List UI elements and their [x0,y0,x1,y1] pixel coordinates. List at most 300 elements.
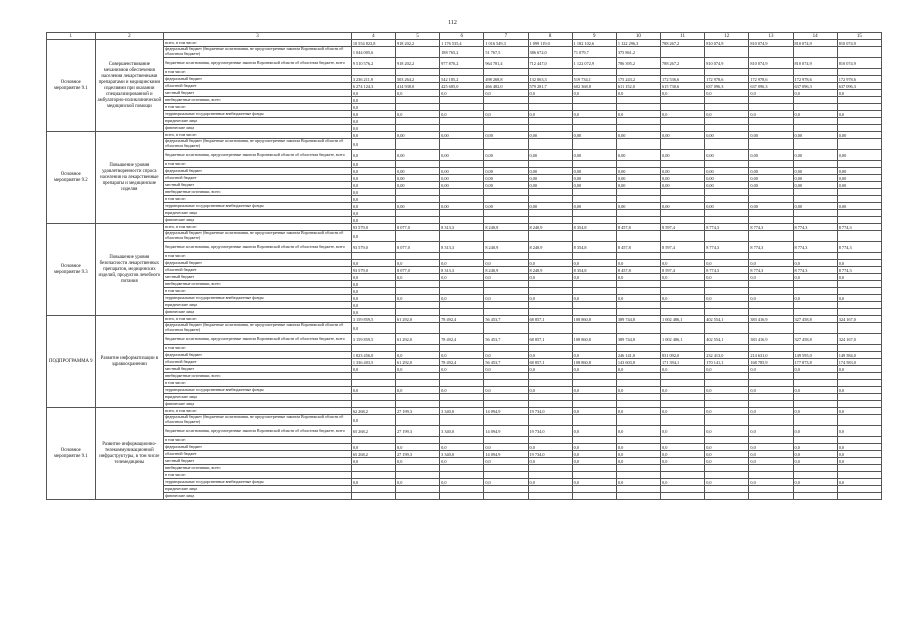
value-cell [705,139,749,150]
value-cell: 0,0 [616,274,660,281]
value-cell [484,97,528,104]
value-cell: 0,0 [484,387,528,394]
value-cell: 0,0 [351,281,395,288]
value-cell [705,380,749,387]
value-cell: 0,0 [572,451,616,458]
value-cell [837,217,881,224]
value-cell: 637 096,3 [793,83,837,90]
value-cell [528,493,572,500]
value-cell [616,472,660,479]
value-cell [793,189,837,196]
value-cell [395,125,439,132]
value-cell: 8 354,8 [572,224,616,231]
value-cell [793,196,837,203]
value-cell [572,125,616,132]
value-cell [749,118,793,125]
value-cell: 0,0 [793,458,837,465]
value-cell [528,472,572,479]
value-cell: 0,0 [837,387,881,394]
value-cell: 0,00 [616,168,660,175]
value-cell [528,217,572,224]
value-cell [484,415,528,426]
value-cell: 402 554,1 [705,316,749,323]
table-row [47,260,882,267]
value-cell [395,97,439,104]
value-cell [616,118,660,125]
value-cell [749,472,793,479]
value-cell [616,217,660,224]
value-cell: 51 767,5 [484,47,528,58]
value-cell: 0,0 [351,97,395,104]
value-cell [395,323,439,334]
value-cell [616,345,660,352]
value-cell: 8 774,3 [793,267,837,274]
value-cell: 62 268,2 [351,408,395,415]
value-cell: 0,0 [793,274,837,281]
table-row [47,479,882,486]
value-cell: 0,0 [705,387,749,394]
value-cell [793,139,837,150]
value-cell: 56 453,7 [484,334,528,345]
value-cell [572,309,616,316]
value-cell [837,125,881,132]
value-cell: 0,00 [749,150,793,161]
value-cell [793,161,837,168]
table-row [47,274,882,281]
value-cell [793,309,837,316]
value-cell [528,302,572,309]
value-cell [793,288,837,295]
value-cell: 149 584,0 [837,352,881,359]
value-cell: 0,0 [705,260,749,267]
value-cell: 0,0 [749,426,793,437]
column-number-cell: 12 [705,33,749,40]
value-cell: 0,0 [484,274,528,281]
value-cell: 143 603,8 [616,359,660,366]
funding-source-cell: в том числе: [164,288,352,295]
value-cell [484,373,528,380]
value-cell: 8 240,9 [484,242,528,253]
value-cell: 0,0 [484,444,528,451]
value-cell [528,97,572,104]
table-row [47,58,882,69]
value-cell [616,281,660,288]
value-cell: 0,00 [572,132,616,139]
table-row [47,47,882,58]
funding-source-cell: территориальные государственные внебюджетные фонды [164,387,352,394]
value-cell [837,161,881,168]
value-cell: 0,0 [351,210,395,217]
value-cell [484,217,528,224]
value-cell: 0,0 [351,104,395,111]
value-cell [705,288,749,295]
value-cell: 0,0 [793,111,837,118]
value-cell: 0,0 [837,426,881,437]
value-cell [749,380,793,387]
value-cell: 0,00 [528,150,572,161]
value-cell: 214 631,0 [749,352,793,359]
funding-source-cell: внебюджетные источники, всего [164,373,352,380]
column-number-cell: 9 [572,33,616,40]
value-cell [793,415,837,426]
value-cell [837,288,881,295]
value-cell: 0,0 [440,90,484,97]
value-cell: 0,0 [395,260,439,267]
value-cell: 0,0 [705,479,749,486]
value-cell [351,465,395,472]
value-cell: 0,0 [528,274,572,281]
value-cell [705,104,749,111]
value-cell [793,493,837,500]
value-cell [395,472,439,479]
value-cell: 0,0 [395,352,439,359]
value-cell: 0,00 [661,168,705,175]
value-cell [749,231,793,242]
value-cell [395,104,439,111]
value-cell [440,139,484,150]
funding-source-cell: федеральный бюджет (бюджетные ассигнования, не предусмотренные законом Воронежской области об областном бюджете) [164,139,352,150]
value-cell: 425 685,0 [440,83,484,90]
table-row [47,132,882,139]
value-cell [837,69,881,76]
funding-source-cell: физические лица [164,401,352,408]
value-cell [661,493,705,500]
value-cell: 0,0 [572,444,616,451]
value-cell [528,415,572,426]
value-cell: 0,00 [793,175,837,182]
value-cell [749,217,793,224]
value-cell [351,380,395,387]
value-cell [616,437,660,444]
value-cell [705,401,749,408]
value-cell [395,47,439,58]
value-cell [616,323,660,334]
value-cell: 0,0 [484,260,528,267]
column-number-cell: 8 [528,33,572,40]
value-cell: 0,0 [395,295,439,302]
value-cell: 8 457,8 [616,267,660,274]
value-cell [395,189,439,196]
value-cell: 132 063,3 [528,76,572,83]
table-row [47,231,882,242]
funding-source-cell: физические лица [164,125,352,132]
value-cell [528,394,572,401]
value-cell: 0,0 [661,274,705,281]
value-cell: 0,00 [616,175,660,182]
value-cell: 0,0 [572,274,616,281]
funding-source-cell: юридические лица [164,118,352,125]
value-cell [661,380,705,387]
value-cell: 0,0 [440,458,484,465]
value-cell [572,380,616,387]
funding-source-cell: бюджетные ассигнования, предусмотренные законом Воронежской области об областном бюджете, всего [164,58,352,69]
funding-source-cell: федеральный бюджет (бюджетные ассигнования, не предусмотренные законом Воронежской области об областном бюджете) [164,323,352,334]
value-cell [440,472,484,479]
program-name-cell: Развитие информационно-телекоммуникационной инфраструктуры, в том числе телемедицины [95,408,163,500]
value-cell: 0,0 [837,90,881,97]
funding-source-cell: местный бюджет [164,182,352,189]
value-cell [395,69,439,76]
value-cell: 0,0 [837,295,881,302]
value-cell [484,380,528,387]
value-cell: 0,0 [528,458,572,465]
value-cell: 0,0 [351,295,395,302]
table-row [47,182,882,189]
value-cell [661,323,705,334]
value-cell [793,486,837,493]
value-cell [528,373,572,380]
value-cell [837,415,881,426]
value-cell [661,345,705,352]
value-cell [705,394,749,401]
value-cell: 0,0 [616,479,660,486]
column-number-cell: 15 [837,33,881,40]
value-cell [395,302,439,309]
value-cell: 0,0 [616,111,660,118]
table-row [47,451,882,458]
value-cell [837,309,881,316]
value-cell [528,380,572,387]
value-cell [395,210,439,217]
value-cell: 0,0 [793,260,837,267]
value-cell: 327 458,8 [793,316,837,323]
value-cell: 1 182 102,6 [572,40,616,47]
value-cell [749,139,793,150]
value-cell: 68 857,1 [528,334,572,345]
value-cell [395,401,439,408]
value-cell [749,104,793,111]
value-cell [793,401,837,408]
value-cell: 68 857,1 [528,316,572,323]
table-row [47,196,882,203]
value-cell: 172 978,6 [749,76,793,83]
value-cell [572,288,616,295]
value-cell: 0,0 [837,408,881,415]
value-cell [837,380,881,387]
value-cell [528,189,572,196]
value-cell: 0,0 [395,444,439,451]
value-cell: 466 482,0 [484,83,528,90]
value-cell: 0,0 [749,458,793,465]
value-cell: 0,0 [793,295,837,302]
table-row [47,458,882,465]
value-cell: 0,00 [572,182,616,189]
value-cell [661,486,705,493]
value-cell: 8 457,8 [616,224,660,231]
value-cell: 0,0 [572,366,616,373]
value-cell: 0,00 [395,175,439,182]
value-cell: 0,00 [793,150,837,161]
table-row [47,493,882,500]
value-cell [440,196,484,203]
value-cell: 324 167,0 [837,334,881,345]
value-cell: 1 016 549,3 [484,40,528,47]
value-cell: 0,0 [661,408,705,415]
value-cell: 0,0 [440,295,484,302]
value-cell [528,253,572,260]
funding-source-cell: местный бюджет [164,366,352,373]
value-cell [705,281,749,288]
value-cell: 14 094,9 [484,451,528,458]
value-cell: 0,0 [351,139,395,150]
value-cell [749,125,793,132]
value-cell: 0,0 [837,111,881,118]
value-cell [793,302,837,309]
value-cell [440,125,484,132]
value-cell [395,437,439,444]
value-cell: 0,00 [395,132,439,139]
value-cell: 0,00 [395,182,439,189]
value-cell [793,394,837,401]
value-cell [572,401,616,408]
value-cell: 0,0 [793,366,837,373]
value-cell: 0,0 [572,479,616,486]
value-cell: 0,0 [351,260,395,267]
value-cell: 3 159 859,5 [351,334,395,345]
column-number-cell: 14 [793,33,837,40]
value-cell [749,196,793,203]
value-cell [484,309,528,316]
value-cell [749,465,793,472]
value-cell [616,380,660,387]
funding-source-cell: в том числе: [164,380,352,387]
value-cell [484,104,528,111]
value-cell [837,231,881,242]
value-cell [351,472,395,479]
value-cell [528,104,572,111]
value-cell: 375 861,2 [616,47,660,58]
value-cell [351,493,395,500]
value-cell [837,302,881,309]
value-cell [749,189,793,196]
value-cell: 8 077,0 [395,242,439,253]
value-cell: 0,0 [837,458,881,465]
value-cell [484,253,528,260]
value-cell: 0,0 [484,458,528,465]
value-cell: 0,0 [705,408,749,415]
value-cell: 0,00 [837,168,881,175]
value-cell [484,69,528,76]
value-cell: 0,0 [837,260,881,267]
funding-source-cell: юридические лица [164,394,352,401]
value-cell [616,231,660,242]
value-cell: 0,00 [440,203,484,210]
value-cell [440,118,484,125]
value-cell: 918 202,2 [395,40,439,47]
value-cell: 170 141,1 [705,359,749,366]
funding-source-cell: внебюджетные источники, всего [164,465,352,472]
value-cell [440,401,484,408]
value-cell: 0,0 [837,444,881,451]
table-row [47,486,882,493]
funding-source-cell: внебюджетные источники, всего [164,97,352,104]
column-number-cell: 13 [749,33,793,40]
funding-source-cell: территориальные государственные внебюджетные фонды [164,111,352,118]
value-cell [661,309,705,316]
value-cell [440,394,484,401]
funding-source-cell: в том числе: [164,472,352,479]
value-cell: 1 823 456,0 [351,352,395,359]
value-cell [793,380,837,387]
value-cell: 831 092,0 [661,352,705,359]
value-cell: 0,0 [351,366,395,373]
value-cell: 0,00 [749,132,793,139]
value-cell [616,373,660,380]
value-cell: 19 734,0 [528,451,572,458]
table-row [47,472,882,479]
value-cell: 0,0 [837,479,881,486]
value-cell: 0,00 [793,182,837,189]
table-row [47,437,882,444]
value-cell [661,373,705,380]
value-cell: 1 176 535,4 [440,40,484,47]
value-cell: 93 579,0 [351,267,395,274]
value-cell: 0,0 [749,295,793,302]
value-cell [837,345,881,352]
table-row [47,69,882,76]
value-cell [616,465,660,472]
value-cell: 0,00 [528,175,572,182]
program-code-cell: ПОДПРОГРАММА 9 [47,316,96,408]
value-cell [528,345,572,352]
value-cell: 788 267,2 [661,58,705,69]
value-cell [484,288,528,295]
funding-source-cell: внебюджетные источники, всего [164,281,352,288]
value-cell [395,161,439,168]
value-cell: 0,0 [749,111,793,118]
value-cell: 0,0 [572,90,616,97]
funding-source-cell: областной бюджет [164,451,352,458]
value-cell: 8 240,9 [484,267,528,274]
table-row [47,387,882,394]
value-cell: 27 199,3 [395,451,439,458]
value-cell [616,486,660,493]
value-cell [572,415,616,426]
value-cell: 810 074,9 [749,58,793,69]
table-row [47,118,882,125]
value-cell: 810 074,9 [705,58,749,69]
value-cell [837,196,881,203]
funding-source-cell: областной бюджет [164,175,352,182]
value-cell: 918 202,2 [395,58,439,69]
value-cell: 1 122 072,9 [572,58,616,69]
value-cell [528,486,572,493]
value-cell [616,161,660,168]
value-cell: 0,00 [749,182,793,189]
value-cell [440,302,484,309]
value-cell [440,281,484,288]
value-cell [572,139,616,150]
table-row [47,210,882,217]
value-cell [837,281,881,288]
value-cell: 0,00 [395,168,439,175]
value-cell: 389 744,8 [616,334,660,345]
value-cell: 78 492,4 [440,316,484,323]
value-cell: 0,0 [749,274,793,281]
value-cell [749,373,793,380]
value-cell [661,302,705,309]
value-cell: 0,0 [528,90,572,97]
funding-source-cell: областной бюджет [164,267,352,274]
value-cell [616,104,660,111]
value-cell [661,47,705,58]
value-cell: 108 860,8 [572,359,616,366]
value-cell: 8 354,8 [572,242,616,253]
value-cell [440,465,484,472]
value-cell: 0,0 [351,189,395,196]
value-cell [440,210,484,217]
value-cell [705,189,749,196]
